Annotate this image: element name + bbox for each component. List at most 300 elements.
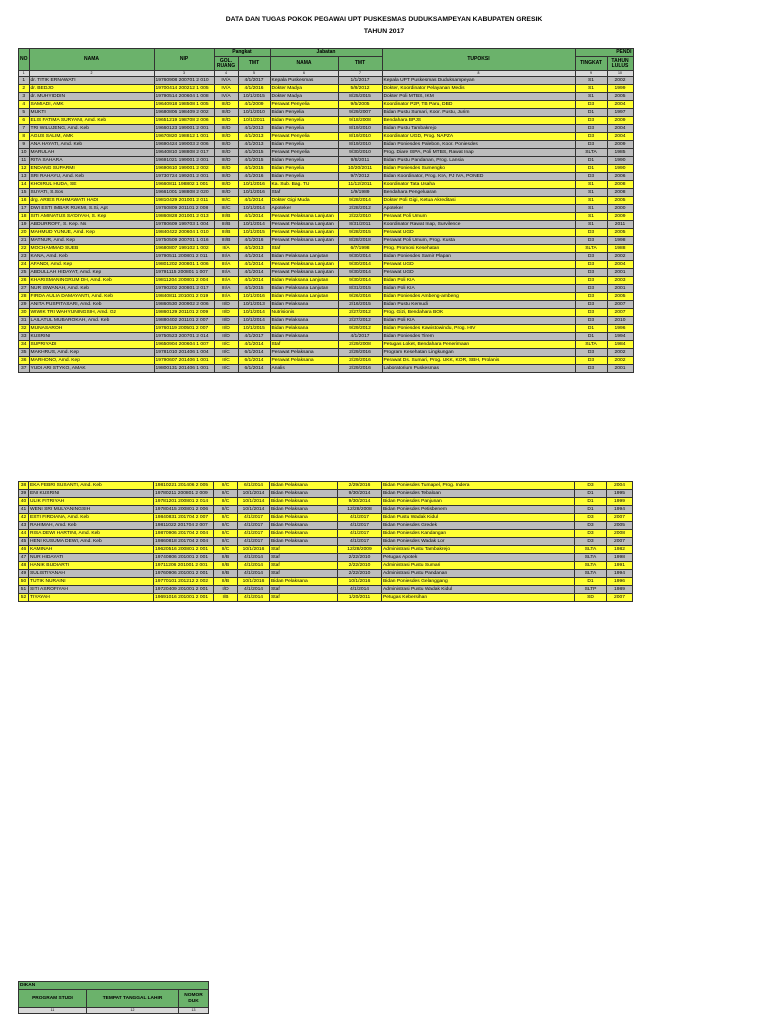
title-line-2: TAHUN 2017 <box>363 28 405 35</box>
cell-nama: MUNASAROH <box>29 325 154 333</box>
table-row <box>19 165 634 173</box>
cell-tingkat: D1 <box>575 498 607 506</box>
table-row <box>19 173 634 181</box>
cell-tupoksi: Bidan Pustu Tambakrejo <box>382 125 575 133</box>
cell-no: 19 <box>19 221 30 229</box>
cell-tupoksi: Bidan Poniesdes Wadak Lor <box>382 538 575 546</box>
cell-no: 34 <box>19 341 30 349</box>
cell-tingkat: D3 <box>575 261 607 269</box>
cell-tupoksi: Kepala UPT Puskesmas Duduksampeyan <box>382 77 575 85</box>
cell-jabatan: Apoteker <box>270 205 338 213</box>
cell-gol-ruang: II/C <box>214 482 238 490</box>
cell-tupoksi: Perawat Ds. Sumari, Prog. UKK, KOR, SBH, Prolanis <box>382 357 575 365</box>
cell-no: 21 <box>19 237 30 245</box>
table-row <box>19 149 634 157</box>
cell-tupoksi: Bidan Poniesdes Kawistowindu, Prog. HIV <box>382 325 575 333</box>
cell-tupoksi: Bendahara BPJS <box>382 117 575 125</box>
cell-tahun-lulus: 2007 <box>607 538 633 546</box>
cell-jabatan: Bidan Penyelia <box>270 141 338 149</box>
cell-tupoksi: Perawat UGD <box>382 229 575 237</box>
cell-tmt-jabatan: 2/22/2010 <box>338 554 382 562</box>
cell-jabatan: Staf <box>270 594 338 602</box>
cell-tingkat: D3 <box>575 365 607 373</box>
cell-tahun-lulus: 2007 <box>607 514 633 522</box>
cell-tmt-pangkat: 10/1/2014 <box>238 490 270 498</box>
cell-tmt-pangkat: 4/1/2009 <box>238 101 270 109</box>
cell-no: 41 <box>19 506 29 514</box>
cell-tmt-pangkat: 4/1/2014 <box>238 594 270 602</box>
cell-nip: 19651219 198708 2 006 <box>154 117 214 125</box>
cell-no: 47 <box>19 554 29 562</box>
cell-no: 38 <box>19 482 29 490</box>
cell-jabatan: Bidan Penyelia <box>270 165 338 173</box>
cell-tmt-pangkat: 4/1/2014 <box>238 197 270 205</box>
education-table-fragment <box>18 981 209 1014</box>
table-row <box>19 101 634 109</box>
cell-gol-ruang: II/C <box>214 546 238 554</box>
cell-tahun-lulus: 2002 <box>607 253 633 261</box>
cell-jabatan: Bidan Pelaksana Lanjutan <box>270 293 338 301</box>
cell-tahun-lulus: 1996 <box>607 578 633 586</box>
cell-tmt-pangkat: 4/1/2017 <box>238 530 270 538</box>
cell-tmt-jabatan: 2/16/2015 <box>338 301 382 309</box>
cell-gol-ruang: II/C <box>214 349 238 357</box>
cell-tingkat: D3 <box>575 482 607 490</box>
cell-nip: 19811204 200801 2 004 <box>154 277 214 285</box>
colnum-11: 11 <box>19 1008 87 1014</box>
cell-jabatan: Bidan Penyelia <box>270 117 338 125</box>
cell-tahun-lulus: 2011 <box>607 221 633 229</box>
cell-tupoksi: Program Kesehatan Lingkungan <box>382 349 575 357</box>
cell-jabatan: Bidan Pelaksana <box>270 538 338 546</box>
cell-nip: 19870906 201704 2 004 <box>154 530 214 538</box>
cell-tmt-jabatan: 4/1/2017 <box>338 538 382 546</box>
cell-nip: 19750523 200701 2 014 <box>154 333 214 341</box>
table-row <box>19 77 634 85</box>
cell-tupoksi: Bidan Poniesdes Palebon, Koor. Poniesdes <box>382 141 575 149</box>
cell-gol-ruang: II/D <box>214 325 238 333</box>
cell-tmt-pangkat: 10/1/2014 <box>238 498 270 506</box>
cell-tmt-pangkat: 10/1/2015 <box>238 93 270 101</box>
table-row <box>19 133 634 141</box>
cell-tingkat: S1 <box>575 77 607 85</box>
cell-tmt-pangkat: 4/1/2014 <box>238 554 270 562</box>
cell-tahun-lulus: 1995 <box>607 490 633 498</box>
cell-nama: DWI ESTI IMBAR RUKMI, S.Si, Apt <box>29 205 154 213</box>
cell-tmt-jabatan: 2/22/2010 <box>338 570 382 578</box>
cell-jabatan: Dokter Madya <box>270 93 338 101</box>
table-row <box>19 205 634 213</box>
cell-no: 23 <box>19 253 30 261</box>
cell-tingkat: SLTA <box>575 245 607 253</box>
cell-tahun-lulus: 1998 <box>607 554 633 562</box>
cell-tmt-jabatan: 5/8/2012 <box>338 85 382 93</box>
table-row <box>19 293 634 301</box>
cell-tupoksi: Prog. Promosi Kesehatan <box>382 245 575 253</box>
cell-gol-ruang: III/C <box>214 205 238 213</box>
cell-jabatan: Bidan Pelaksana <box>270 522 338 530</box>
column-number: 2 <box>29 71 154 77</box>
header-nip: NIP <box>154 49 214 71</box>
cell-tahun-lulus: 2004 <box>607 101 633 109</box>
cell-tingkat: S1 <box>575 197 607 205</box>
cell-nama: ANA HAYATI, Amd. Keb <box>29 141 154 149</box>
cell-tupoksi: Apoteker <box>382 205 575 213</box>
table-row <box>19 117 634 125</box>
cell-tingkat: S1 <box>575 213 607 221</box>
cell-tahun-lulus: 1991 <box>607 562 633 570</box>
table-body-page-2 <box>19 482 633 602</box>
table-row <box>19 85 634 93</box>
cell-gol-ruang: III/C <box>214 197 238 205</box>
cell-tupoksi: Dokter, Koordinator Pelayanan Medis <box>382 85 575 93</box>
cell-tingkat: D3 <box>575 253 607 261</box>
cell-jabatan: Bidan Pelaksana <box>270 490 338 498</box>
cell-no: 2 <box>19 85 30 93</box>
cell-tmt-jabatan: 10/20/2011 <box>338 165 382 173</box>
column-number: 9 <box>575 71 607 77</box>
cell-tmt-pangkat: 4/1/2015 <box>238 149 270 157</box>
cell-gol-ruang: III/B <box>214 213 238 221</box>
cell-no: 30 <box>19 309 30 317</box>
table-row <box>19 578 633 586</box>
cell-tupoksi: Perawat UGD <box>382 269 575 277</box>
cell-jabatan: Bidan Pelaksana <box>270 333 338 341</box>
cell-tmt-pangkat: 4/1/2017 <box>238 333 270 341</box>
cell-nama: MUKTI <box>29 109 154 117</box>
table-row <box>19 570 633 578</box>
cell-tmt-jabatan: 2/29/2016 <box>338 482 382 490</box>
cell-no: 11 <box>19 157 30 165</box>
column-number: 6 <box>270 71 338 77</box>
cell-nip: 19790514 200604 1 008 <box>154 93 214 101</box>
cell-gol-ruang: II/D <box>214 333 238 341</box>
cell-nip: 19860828 201001 2 013 <box>154 213 214 221</box>
cell-tmt-pangkat: 4/1/2017 <box>238 522 270 530</box>
cell-gol-ruang: IV/A <box>214 77 238 85</box>
cell-tmt-pangkat: 4/1/2014 <box>238 261 270 269</box>
cell-tmt-jabatan: 8/19/2010 <box>338 125 382 133</box>
colnum-12: 12 <box>87 1008 179 1014</box>
table-row <box>19 562 633 570</box>
cell-tmt-pangkat: 10/1/2014 <box>238 205 270 213</box>
cell-nip: 19640918 198508 1 005 <box>154 101 214 109</box>
cell-nama: TUTIK NURAINI <box>29 578 154 586</box>
cell-tmt-jabatan: 9/30/2010 <box>338 149 382 157</box>
table-row <box>19 530 633 538</box>
cell-nama: SITI AMINATUS SA'DIYAH, S. Kep <box>29 213 154 221</box>
cell-nama: WENI SRI MULYANINGSIH <box>29 506 154 514</box>
cell-jabatan: Perawat Pelaksana <box>270 349 338 357</box>
cell-tmt-pangkat: 4/1/2014 <box>238 213 270 221</box>
cell-nama: TRI WILUJENG, Amd. Keb <box>29 125 154 133</box>
cell-tahun-lulus: 1982 <box>607 546 633 554</box>
cell-nama: SRI RAHAYU, Amd. Keb <box>29 173 154 181</box>
cell-tmt-pangkat: 10/1/2016 <box>238 546 270 554</box>
cell-tmt-jabatan: 11/12/2011 <box>338 181 382 189</box>
cell-tmt-jabatan: 9/7/2012 <box>338 173 382 181</box>
cell-tmt-pangkat: 10/1/2016 <box>238 578 270 586</box>
cell-tupoksi: Perawat Poli Umum <box>382 213 575 221</box>
cell-tahun-lulus: 2001 <box>607 269 633 277</box>
cell-nama: ENDANG SUPARMI <box>29 165 154 173</box>
cell-tahun-lulus: 2007 <box>607 301 633 309</box>
cell-nama: SULISTIYANAH <box>29 570 154 578</box>
cell-no: 1 <box>19 77 30 85</box>
cell-nama: AGUS SALIM, AMK <box>29 133 154 141</box>
cell-tmt-pangkat: 4/1/2016 <box>238 237 270 245</box>
cell-jabatan: Dokter Gigi Muda <box>270 197 338 205</box>
header-tingkat: TINGKAT <box>575 57 607 71</box>
cell-jabatan: Bidan Penyelia <box>270 125 338 133</box>
cell-no: 5 <box>19 109 30 117</box>
cell-tingkat: D3 <box>575 530 607 538</box>
cell-nama: NUR ISWANAH, Amd. Keb <box>29 285 154 293</box>
cell-gol-ruang: III/A <box>214 285 238 293</box>
cell-no: 15 <box>19 189 30 197</box>
cell-tmt-jabatan: 9/29/2007 <box>338 109 382 117</box>
cell-nip: 19750509 200701 1 016 <box>154 237 214 245</box>
cell-gol-ruang: III/D <box>214 181 238 189</box>
cell-jabatan: Perawat Pelaksana Lanjutan <box>270 269 338 277</box>
cell-tingkat: D1 <box>575 157 607 165</box>
cell-tmt-pangkat: 10/1/2013 <box>238 301 270 309</box>
cell-tupoksi: Administrasi Pustu Pandanan <box>382 570 575 578</box>
cell-gol-ruang: II/C <box>214 498 238 506</box>
cell-gol-ruang: II/C <box>214 490 238 498</box>
cell-tingkat: D1 <box>575 109 607 117</box>
cell-tingkat: SLTA <box>575 149 607 157</box>
cell-tahun-lulus: 2008 <box>607 181 633 189</box>
cell-tmt-jabatan: 9/5/2005 <box>338 101 382 109</box>
cell-tmt-pangkat: 4/1/2013 <box>238 125 270 133</box>
cell-nama: ESTI FIRDIANA, Amd. Keb <box>29 514 154 522</box>
header-nomor-duk: NOMOR DUK <box>179 990 209 1008</box>
cell-nip: 19781010 201406 1 004 <box>154 349 214 357</box>
cell-nip: 19840831 201704 2 007 <box>154 514 214 522</box>
column-number: 5 <box>238 71 270 77</box>
cell-nip: 19840811 201001 2 019 <box>154 293 214 301</box>
cell-tmt-pangkat: 4/1/2014 <box>238 341 270 349</box>
cell-no: 3 <box>19 93 30 101</box>
cell-no: 36 <box>19 357 30 365</box>
cell-tmt-jabatan: 9/30/2014 <box>338 490 382 498</box>
cell-tmt-jabatan: 8/19/2010 <box>338 133 382 141</box>
cell-nip: 19680806 198409 2 002 <box>154 109 214 117</box>
cell-tupoksi: Bidan Pustu Sumari, Koor. Pustu, Jurim <box>382 109 575 117</box>
cell-tahun-lulus: 2004 <box>607 482 633 490</box>
cell-no: 8 <box>19 133 30 141</box>
cell-tupoksi: Bidan Koordinator, Prog. KIA, PJ IVA, PONED <box>382 173 575 181</box>
cell-tingkat: S1 <box>575 85 607 93</box>
cell-nip: 19790511 200801 2 011 <box>154 253 214 261</box>
cell-nama: SUYATI, S.Sos <box>29 189 154 197</box>
cell-tahun-lulus: 2002 <box>607 357 633 365</box>
cell-nama: SITI ASROFIYAH <box>29 586 154 594</box>
cell-tupoksi: Bidan Pustu Wadak Kidul <box>382 514 575 522</box>
header-gol-ruang: GOL. RUANG <box>214 57 238 71</box>
cell-tahun-lulus: 1998 <box>607 237 633 245</box>
cell-nama: SAMIADI, AMK <box>29 101 154 109</box>
cell-tmt-pangkat: 4/1/2013 <box>238 141 270 149</box>
table-row <box>19 269 634 277</box>
cell-jabatan: Bidan Pelaksana Lanjutan <box>270 277 338 285</box>
cell-tahun-lulus: 2009 <box>607 141 633 149</box>
cell-tmt-pangkat: 6/1/2014 <box>238 482 270 490</box>
table-row <box>19 213 634 221</box>
cell-jabatan: Perawat Pelaksana <box>270 357 338 365</box>
cell-nip: 19760809 201101 2 008 <box>154 205 214 213</box>
cell-nip: 19711206 201001 2 001 <box>154 562 214 570</box>
table-row <box>19 333 634 341</box>
cell-nip: 19770101 201212 2 002 <box>154 578 214 586</box>
cell-gol-ruang: III/D <box>214 117 238 125</box>
cell-tmt-jabatan: 4/1/2017 <box>338 514 382 522</box>
cell-tingkat: D1 <box>575 578 607 586</box>
cell-nama: HANIK BUDIARTI <box>29 562 154 570</box>
cell-jabatan: Perawat Penyelia <box>270 149 338 157</box>
cell-tmt-jabatan: 9/18/2008 <box>338 117 382 125</box>
table-row <box>19 309 634 317</box>
cell-nip: 19860818 201704 2 004 <box>154 538 214 546</box>
cell-tingkat: SLTA <box>575 341 607 349</box>
cell-tupoksi: Koordinator Rawat Inap, Survilence <box>382 221 575 229</box>
cell-tupoksi: Bidan Poniesdes Gredek <box>382 522 575 530</box>
cell-no: 31 <box>19 317 30 325</box>
cell-tmt-pangkat: 10/1/2015 <box>238 229 270 237</box>
cell-gol-ruang: I/B <box>214 594 238 602</box>
cell-tahun-lulus: 2003 <box>607 277 633 285</box>
cell-tmt-jabatan: 8/31/2015 <box>338 285 382 293</box>
cell-no: 25 <box>19 269 30 277</box>
column-number: 1 <box>19 71 30 77</box>
cell-tingkat: D1 <box>575 506 607 514</box>
cell-tmt-jabatan: 2/22/2010 <box>338 562 382 570</box>
cell-tupoksi: Bidan Poli KIA <box>382 285 575 293</box>
header-nama: NAMA <box>29 49 154 71</box>
cell-tupoksi: Bidan Pustu Pandanan, Prog. Lansia <box>382 157 575 165</box>
cell-jabatan: Kepala Puskesmas <box>270 77 338 85</box>
cell-no: 32 <box>19 325 30 333</box>
cell-tingkat: D3 <box>575 133 607 141</box>
header-jabatan-nama: NAMA <box>270 57 338 71</box>
cell-tmt-pangkat: 4/1/2017 <box>238 538 270 546</box>
cell-nip: 19880402 201101 2 007 <box>154 317 214 325</box>
cell-tupoksi: Koordinator Tata Usaha <box>382 181 575 189</box>
cell-no: 50 <box>19 578 29 586</box>
cell-tmt-jabatan: 2/29/2016 <box>338 349 382 357</box>
cell-nip: 19790202 200801 2 017 <box>154 285 214 293</box>
cell-gol-ruang: II/D <box>214 301 238 309</box>
cell-tingkat: D3 <box>575 141 607 149</box>
cell-tmt-jabatan: 9/29/2012 <box>338 325 382 333</box>
cell-tingkat: D3 <box>575 357 607 365</box>
cell-tahun-lulus: 2001 <box>607 365 633 373</box>
cell-nip: 19650904 200604 1 007 <box>154 341 214 349</box>
cell-tingkat: SD <box>575 594 607 602</box>
cell-no: 27 <box>19 285 30 293</box>
cell-jabatan: Bidan Penyelia <box>270 173 338 181</box>
cell-tahun-lulus: 2008 <box>607 189 633 197</box>
cell-gol-ruang: II/B <box>214 578 238 586</box>
cell-nama: ABDURROFI', S. Kep. Ns <box>29 221 154 229</box>
cell-tmt-jabatan: 2/28/2012 <box>338 205 382 213</box>
cell-no: 39 <box>19 490 29 498</box>
column-number: 4 <box>214 71 238 77</box>
cell-tmt-pangkat: 4/1/2014 <box>238 269 270 277</box>
cell-nama: KANA, Amd. Keb <box>29 253 154 261</box>
cell-nama: EKA FEBRI SUSANTI, Amd. Keb <box>29 482 154 490</box>
cell-tmt-jabatan: 12/28/2009 <box>338 546 382 554</box>
cell-tmt-jabatan: 4/1/2014 <box>338 586 382 594</box>
column-number: 3 <box>154 71 214 77</box>
cell-tmt-jabatan: 9/28/2014 <box>338 197 382 205</box>
cell-tupoksi: Petugas Loket, Bendahara Penerimaan <box>382 341 575 349</box>
cell-nama: ANITA PUSPITASARI, Amd. Keb <box>29 301 154 309</box>
cell-tmt-jabatan: 4/1/2017 <box>338 530 382 538</box>
cell-no: 18 <box>19 213 30 221</box>
cell-tmt-jabatan: 2/27/2012 <box>338 309 382 317</box>
table-row <box>19 261 634 269</box>
cell-tmt-pangkat: 10/1/2011 <box>238 117 270 125</box>
cell-no: 22 <box>19 245 30 253</box>
cell-tahun-lulus: 2005 <box>607 197 633 205</box>
cell-no: 7 <box>19 125 30 133</box>
cell-tmt-pangkat: 10/1/2014 <box>238 221 270 229</box>
cell-tmt-jabatan: 4/1/2017 <box>338 522 382 530</box>
cell-tupoksi: Bidan Poniesdes Panjunan <box>382 498 575 506</box>
cell-no: 4 <box>19 101 30 109</box>
cell-jabatan: Nutrisionis <box>270 309 338 317</box>
cell-jabatan: Bidan Pelaksana <box>270 301 338 309</box>
table-row <box>19 482 633 490</box>
cell-gol-ruang: III/B <box>214 229 238 237</box>
header-tupoksi: TUPOKSI <box>382 49 575 71</box>
cell-tingkat: D3 <box>575 269 607 277</box>
cell-tingkat: D3 <box>575 277 607 285</box>
cell-tahun-lulus: 2004 <box>607 261 633 269</box>
cell-tahun-lulus: 1999 <box>607 498 633 506</box>
cell-jabatan: Perawat Pelaksana Lanjutan <box>270 213 338 221</box>
cell-tupoksi: Perawat UGD <box>382 261 575 269</box>
cell-gol-ruang: II/C <box>214 357 238 365</box>
cell-tahun-lulus: 1988 <box>607 245 633 253</box>
cell-gol-ruang: III/A <box>214 277 238 285</box>
cell-no: 43 <box>19 522 29 530</box>
cell-tmt-pangkat: 6/1/2014 <box>238 365 270 373</box>
cell-nama: MOCHAMMAD SUEB <box>29 245 154 253</box>
cell-tahun-lulus: 2010 <box>607 317 633 325</box>
cell-tupoksi: Bendahara Pengeluaran <box>382 189 575 197</box>
employee-table <box>18 48 634 373</box>
cell-no: 40 <box>19 498 29 506</box>
cell-jabatan: Bidan Penyelia <box>270 109 338 117</box>
cell-tmt-pangkat: 6/1/2014 <box>238 357 270 365</box>
cell-gol-ruang: II/C <box>214 522 238 530</box>
table-row <box>19 253 634 261</box>
cell-tmt-jabatan: 9/30/2014 <box>338 498 382 506</box>
cell-jabatan: Bidan Pelaksana <box>270 530 338 538</box>
cell-nip: 19780609 199703 1 004 <box>154 221 214 229</box>
cell-nama: TIYAYAH <box>29 594 154 602</box>
cell-gol-ruang: III/D <box>214 189 238 197</box>
cell-tahun-lulus: 1997 <box>607 109 633 117</box>
cell-tingkat: SLTA <box>575 546 607 554</box>
cell-nip: 19640810 198808 2 017 <box>154 149 214 157</box>
cell-tahun-lulus: 1990 <box>607 165 633 173</box>
cell-jabatan: Staf <box>270 341 338 349</box>
cell-gol-ruang: II/B <box>214 554 238 562</box>
